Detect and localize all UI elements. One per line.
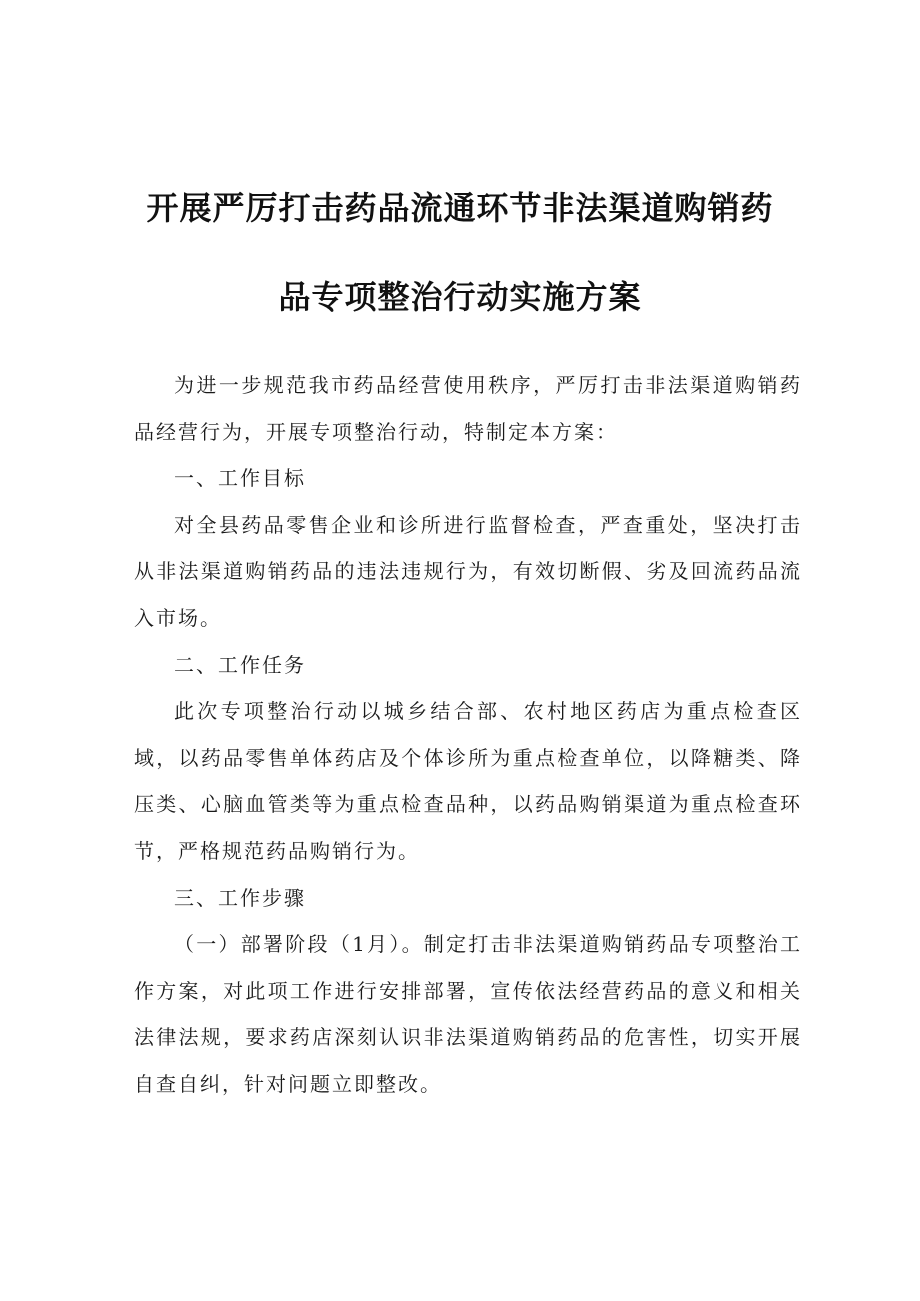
- section3-heading: 三、工作步骤: [174, 885, 306, 910]
- section1-heading: 一、工作目标: [174, 466, 306, 491]
- section2-paragraph: 此次专项整治行动以城乡结合部、农村地区药店为重点检查区域，以药品零售单体药店及个体诊所为重点检查单位，以降糖类、降压类、心脑血管类等为重点检查品种，以药品购销渠道为重点检查环节，严格规范药品购销行为。: [134, 699, 802, 863]
- document-title-line1: 开展严厉打击药品流通环节非法渠道购销药: [146, 189, 774, 227]
- document-title-line2: 品专项整治行动实施方案: [278, 278, 642, 316]
- section3-step1-paragraph: （一）部署阶段（1月）。制定打击非法渠道购销药品专项整治工作方案，对此项工作进行安排部署，宣传依法经营药品的意义和相关法律法规，要求药店深刻认识非法渠道购销药品的危害性，切实开展自查自纠，针对问题立即整改。: [134, 932, 802, 1096]
- document-body: [134, 362, 802, 1108]
- section1-paragraph: 对全县药品零售企业和诊所进行监督检查，严查重处，坚决打击从非法渠道购销药品的违法违规行为，有效切断假、劣及回流药品流入市场。: [134, 512, 802, 630]
- intro-paragraph: 为进一步规范我市药品经营使用秩序，严厉打击非法渠道购销药品经营行为，开展专项整治行动，特制定本方案：: [134, 373, 802, 444]
- section2-heading: 二、工作任务: [174, 652, 306, 677]
